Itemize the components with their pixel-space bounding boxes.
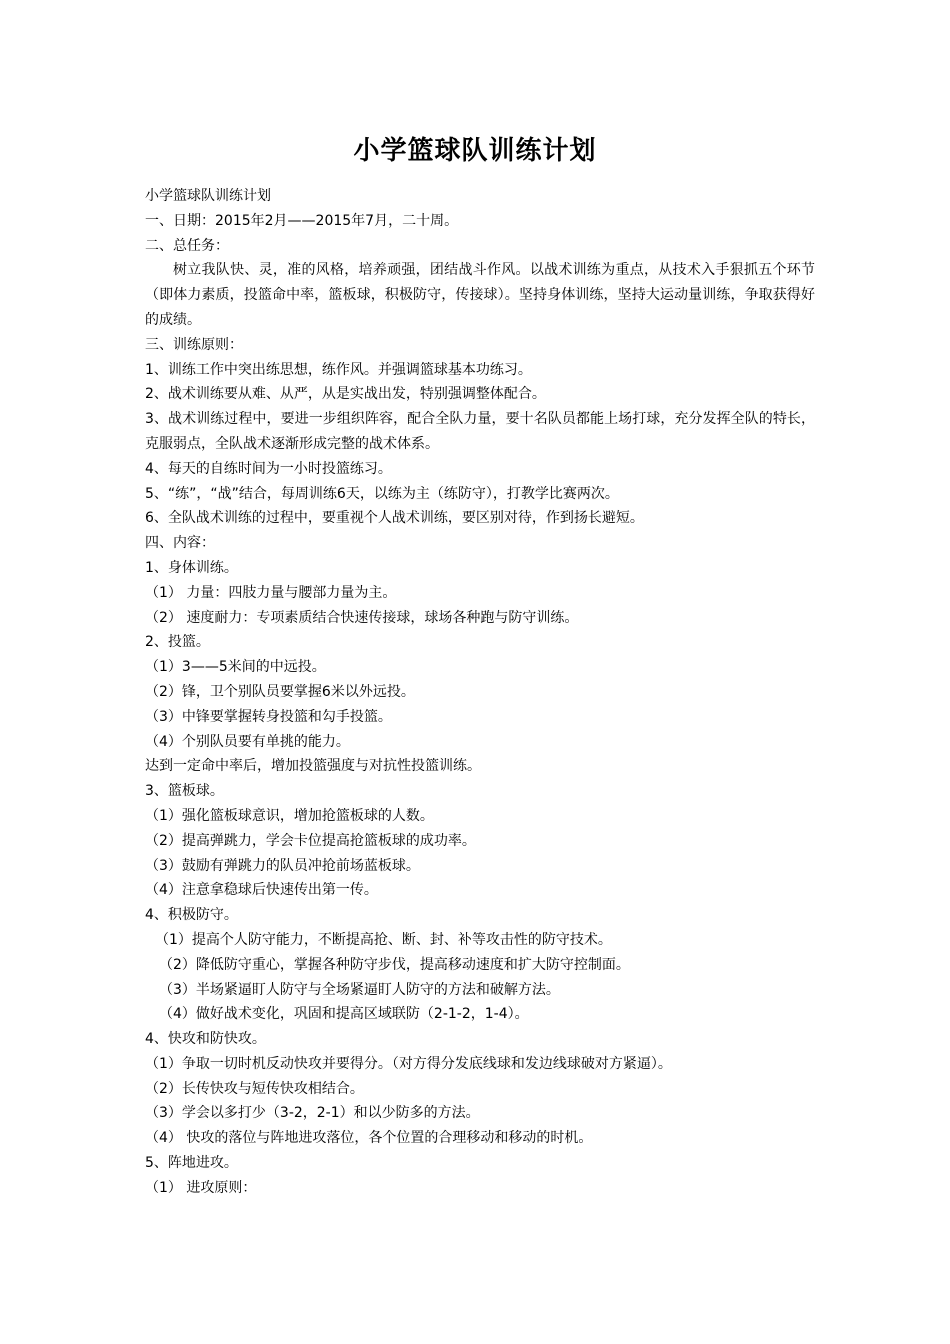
document-title: 小学篮球队训练计划 (353, 136, 597, 166)
content-item: （2）锋，卫个别队员要掌握6米以外远投。 (145, 683, 415, 700)
content-heading: 2、投篮。 (145, 634, 210, 651)
section-heading: 二、总任务： (145, 237, 229, 254)
principle-item: 5、“练”，“战”结合，每周训练6天，以练为主（练防守），打教学比赛两次。 (145, 485, 619, 502)
content-item: （2）提高弹跳力，学会卡位提高抢篮板球的成功率。 (145, 832, 476, 849)
content-heading: 1、身体训练。 (145, 559, 238, 576)
content-item: （4）个别队员要有单挑的能力。 (145, 733, 350, 750)
content-item: （1）3——5米间的中远投。 (145, 659, 326, 676)
principle-item: 1、训练工作中突出练思想，练作风。并强调篮球基本功练习。 (145, 361, 532, 378)
date-line: 一、日期：2015年2月——2015年7月，二十周。 (145, 212, 459, 229)
content-item: （1） 力量：四肢力量与腰部力量为主。 (145, 584, 397, 601)
content-item: （1）强化篮板球意识，增加抢篮板球的人数。 (145, 807, 434, 824)
document-body (145, 184, 815, 1201)
content-heading: 4、积极防守。 (145, 907, 238, 924)
content-item: （4）注意拿稳球后快速传出第一传。 (145, 882, 378, 899)
content-heading: 5、阵地进攻。 (145, 1155, 238, 1172)
section-heading: 四、内容： (145, 535, 215, 552)
content-heading: 4、快攻和防快攻。 (145, 1031, 266, 1048)
content-item: （1） 进攻原则： (145, 1179, 257, 1196)
content-item: （3）鼓励有弹跳力的队员冲抢前场蓝板球。 (145, 857, 420, 874)
content-item: （4） 快攻的落位与阵地进攻落位，各个位置的合理移动和移动的时机。 (145, 1130, 593, 1147)
principle-item: 2、战术训练要从难、从严，从是实战出发，特别强调整体配合。 (145, 386, 546, 403)
content-item: （1）争取一切时机反动快攻并要得分。（对方得分发底线球和发边线球破对方紧逼）。 (145, 1055, 672, 1072)
content-item: （3）半场紧逼盯人防守与全场紧逼盯人防守的方法和破解方法。 (159, 981, 560, 998)
content-item: （2） 速度耐力：专项素质结合快速传接球，球场各种跑与防守训练。 (145, 609, 579, 626)
task-paragraph: 树立我队快、灵，准的风格，培养顽强，团结战斗作风。以战术训练为重点，从技术入手狠抓五个环节（即体力素质，投篮命中率，篮板球，积极防守，传接球）。坚持身体训练，坚持大运动量训练，争取获得好的成绩。 (145, 262, 815, 328)
principle-item: 3、战术训练过程中，要进一步组织阵容，配合全队力量，要十名队员都能上场打球，充分发挥全队的特长，克服弱点，全队战术逐渐形成完整的战术体系。 (145, 411, 815, 452)
content-item: （3）学会以多打少（3-2，2-1）和以少防多的方法。 (145, 1105, 480, 1122)
principle-item: 6、全队战术训练的过程中，要重视个人战术训练，要区别对待，作到扬长避短。 (145, 510, 644, 527)
content-item: （1）提高个人防守能力，不断提高抢、断、封、补等攻击性的防守技术。 (155, 931, 612, 948)
content-item: （2）长传快攻与短传快攻相结合。 (145, 1080, 364, 1097)
content-heading: 3、篮板球。 (145, 783, 224, 800)
content-item: （2）降低防守重心，掌握各种防守步伐，提高移动速度和扩大防守控制面。 (159, 956, 630, 973)
content-note: 达到一定命中率后，增加投篮强度与对抗性投篮训练。 (145, 758, 481, 775)
principle-item: 4、每天的自练时间为一小时投篮练习。 (145, 460, 392, 477)
content-item: （4）做好战术变化，巩固和提高区域联防（2-1-2，1-4）。 (159, 1006, 529, 1023)
subtitle-line: 小学篮球队训练计划 (145, 188, 271, 204)
section-heading: 三、训练原则： (145, 336, 243, 353)
content-item: （3）中锋要掌握转身投篮和勾手投篮。 (145, 708, 392, 725)
